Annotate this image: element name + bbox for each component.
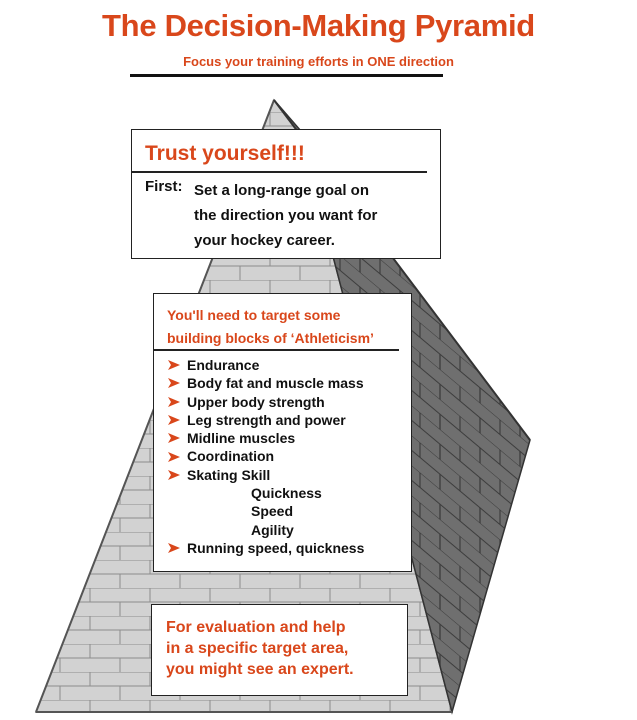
- arrow-right-icon: [168, 414, 180, 426]
- list-item: Body fat and muscle mass: [168, 374, 364, 392]
- page-title: The Decision-Making Pyramid: [102, 8, 535, 43]
- athleticism-heading-divider: [154, 349, 399, 351]
- list-item: Midline muscles: [168, 429, 364, 447]
- expert-text: For evaluation and help in a specific target area, you might see an expert.: [166, 619, 354, 678]
- list-item: Upper body strength: [168, 393, 364, 411]
- athleticism-list: [168, 356, 364, 557]
- list-item: Skating Skill: [168, 466, 364, 484]
- arrow-right-icon: [168, 451, 180, 463]
- athleticism-heading: You'll need to target some building blocks of ‘Athleticism’: [167, 307, 374, 346]
- arrow-right-icon: [168, 396, 180, 408]
- arrow-right-icon: [168, 377, 180, 389]
- list-subitem: Quickness: [251, 485, 322, 502]
- list-item: Coordination: [168, 447, 364, 465]
- arrow-right-icon: [168, 432, 180, 444]
- page-subtitle: Focus your training efforts in ONE direction: [183, 54, 454, 69]
- list-subitem: Agility: [251, 521, 294, 538]
- goal-text: Set a long-range goal on the direction you want for your hockey career.: [194, 182, 378, 249]
- list-subitem: Speed: [251, 503, 294, 520]
- first-label: First:: [145, 178, 183, 195]
- trust-yourself-heading: Trust yourself!!!: [145, 142, 305, 165]
- athleticism-box: [153, 293, 412, 572]
- arrow-right-icon: [168, 542, 180, 554]
- trust-heading-divider: [132, 171, 427, 173]
- list-item: Running speed, quickness: [168, 539, 364, 557]
- arrow-right-icon: [168, 359, 180, 371]
- trust-yourself-box: [131, 129, 441, 259]
- list-item: Endurance: [168, 356, 364, 374]
- list-item: Leg strength and power: [168, 411, 364, 429]
- expert-box: [151, 604, 408, 696]
- arrow-right-icon: [168, 469, 180, 481]
